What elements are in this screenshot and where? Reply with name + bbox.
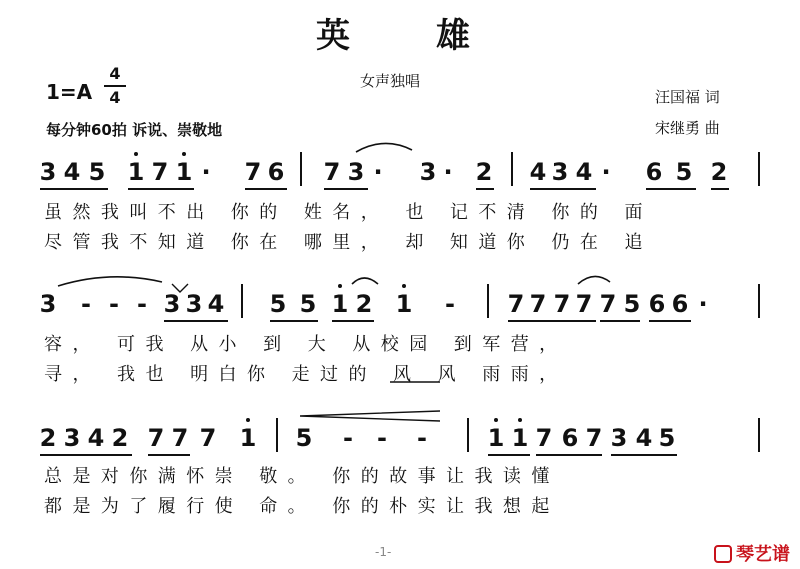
note: 1 <box>239 424 257 452</box>
eighth-beam <box>649 320 691 322</box>
note: 7 <box>151 158 169 186</box>
note: 1 <box>511 424 529 452</box>
note: 7 <box>147 424 165 452</box>
bar-line <box>300 152 302 186</box>
note: 4 <box>63 158 81 186</box>
note: 6 <box>648 290 666 318</box>
lyrics-verse-1-row-3: 总是对你满怀崇 敬。 你的故事让我读懂 <box>44 466 560 487</box>
eighth-beam <box>332 320 374 322</box>
note: 4 <box>635 424 653 452</box>
note: 7 <box>244 158 262 186</box>
eighth-beam <box>536 454 602 456</box>
note: 1 <box>127 158 145 186</box>
note: 4 <box>207 290 225 318</box>
note: 7 <box>199 424 217 452</box>
note: 5 <box>269 290 287 318</box>
note: 7 <box>529 290 547 318</box>
note: 3 <box>39 158 57 186</box>
eighth-beam <box>711 188 729 190</box>
note: 5 <box>295 424 313 452</box>
eighth-beam <box>600 320 640 322</box>
score-row-2 <box>0 290 800 330</box>
time-signature-bottom: 4 <box>109 88 121 107</box>
bar-line <box>758 418 760 452</box>
note: 4 <box>529 158 547 186</box>
note: 3 <box>185 290 203 318</box>
eighth-beam <box>530 188 596 190</box>
note: 1 <box>395 290 413 318</box>
score-row-3 <box>0 424 800 464</box>
note: 5 <box>658 424 676 452</box>
tempo-marking: 每分钟60拍 诉说、崇敬地 <box>46 121 223 139</box>
note: 7 <box>323 158 341 186</box>
brand-watermark <box>714 540 790 566</box>
note: 7 <box>535 424 553 452</box>
note: 4 <box>575 158 593 186</box>
bar-line <box>758 152 760 186</box>
slur-arc <box>58 277 162 286</box>
note: - <box>81 290 91 318</box>
note: - <box>343 424 353 452</box>
brand-name: 琴艺谱 <box>736 544 790 565</box>
title-char-2: 雄 <box>436 16 472 56</box>
note: 2 <box>475 158 493 186</box>
lyrics-verse-2-row-2: 寻， 我也 明白你 走过的 风 风 雨雨， <box>44 364 568 385</box>
note-dot: · <box>201 158 211 186</box>
note: 2 <box>111 424 129 452</box>
page-number: -1- <box>375 545 392 559</box>
note-dot: · <box>601 158 611 186</box>
note: 7 <box>171 424 189 452</box>
eighth-beam <box>128 188 194 190</box>
note: 3 <box>610 424 628 452</box>
note: 2 <box>355 290 373 318</box>
eighth-beam <box>148 454 190 456</box>
note: 3 <box>347 158 365 186</box>
time-signature <box>104 66 126 106</box>
note: - <box>445 290 455 318</box>
note: 1 <box>487 424 505 452</box>
note: 6 <box>645 158 663 186</box>
lyrics-verse-1-row-1: 虽然我叫不出 你的 姓名， 也 记不清 你的 面 <box>44 202 653 223</box>
title-char-1: 英 <box>316 16 352 56</box>
key-signature: 1=A <box>46 80 93 104</box>
brand-logo-icon <box>714 545 732 563</box>
note: - <box>377 424 387 452</box>
slur-arc <box>352 278 378 284</box>
bar-line <box>511 152 513 186</box>
note: 4 <box>87 424 105 452</box>
note: 3 <box>63 424 81 452</box>
note: 7 <box>553 290 571 318</box>
note: 3 <box>163 290 181 318</box>
note: 5 <box>623 290 641 318</box>
note: 1 <box>175 158 193 186</box>
score-row-1 <box>0 158 800 198</box>
note: 7 <box>585 424 603 452</box>
note: 7 <box>507 290 525 318</box>
eighth-beam <box>270 320 318 322</box>
note: 3 <box>419 158 437 186</box>
note: 3 <box>39 290 57 318</box>
note: 5 <box>88 158 106 186</box>
note: 6 <box>561 424 579 452</box>
eighth-beam <box>324 188 368 190</box>
eighth-beam <box>476 188 494 190</box>
bar-line <box>758 284 760 318</box>
lyrics-verse-1-row-2: 容， 可我 从小 到 大 从校园 到军营， <box>44 334 568 355</box>
eighth-beam <box>611 454 677 456</box>
bar-line <box>487 284 489 318</box>
bar-line <box>241 284 243 318</box>
eighth-beam <box>488 454 530 456</box>
eighth-beam <box>40 454 132 456</box>
note: - <box>109 290 119 318</box>
time-signature-top: 4 <box>109 64 121 83</box>
lyrics-verse-2-row-3: 都是为了履行使 命。 你的朴实让我想起 <box>44 496 560 517</box>
note: 1 <box>331 290 349 318</box>
note-dot: · <box>443 158 453 186</box>
note: 3 <box>551 158 569 186</box>
slur-arc <box>578 276 610 284</box>
note-dot: · <box>698 290 708 318</box>
note: 5 <box>675 158 693 186</box>
eighth-beam <box>164 320 228 322</box>
note: 7 <box>599 290 617 318</box>
tie-arc <box>356 143 412 152</box>
note: - <box>417 424 427 452</box>
note-dot: · <box>373 158 383 186</box>
bar-line <box>467 418 469 452</box>
eighth-beam <box>646 188 696 190</box>
eighth-beam <box>245 188 287 190</box>
note: 6 <box>671 290 689 318</box>
note: 5 <box>299 290 317 318</box>
eighth-beam <box>508 320 596 322</box>
bar-line <box>276 418 278 452</box>
lyrics-verse-2-row-1: 尽管我不知道 你在 哪里， 却 知道你 仍在 追 <box>44 232 653 253</box>
subtitle: 女声独唱 <box>360 72 421 90</box>
note: 2 <box>39 424 57 452</box>
note: 6 <box>267 158 285 186</box>
time-signature-divider <box>104 85 126 87</box>
note: - <box>137 290 147 318</box>
note: 2 <box>710 158 728 186</box>
lyricist: 汪国福 词 <box>655 88 720 106</box>
note: 7 <box>575 290 593 318</box>
eighth-beam <box>40 188 108 190</box>
crescendo-mark <box>300 411 440 421</box>
composer: 宋继勇 曲 <box>655 119 720 137</box>
